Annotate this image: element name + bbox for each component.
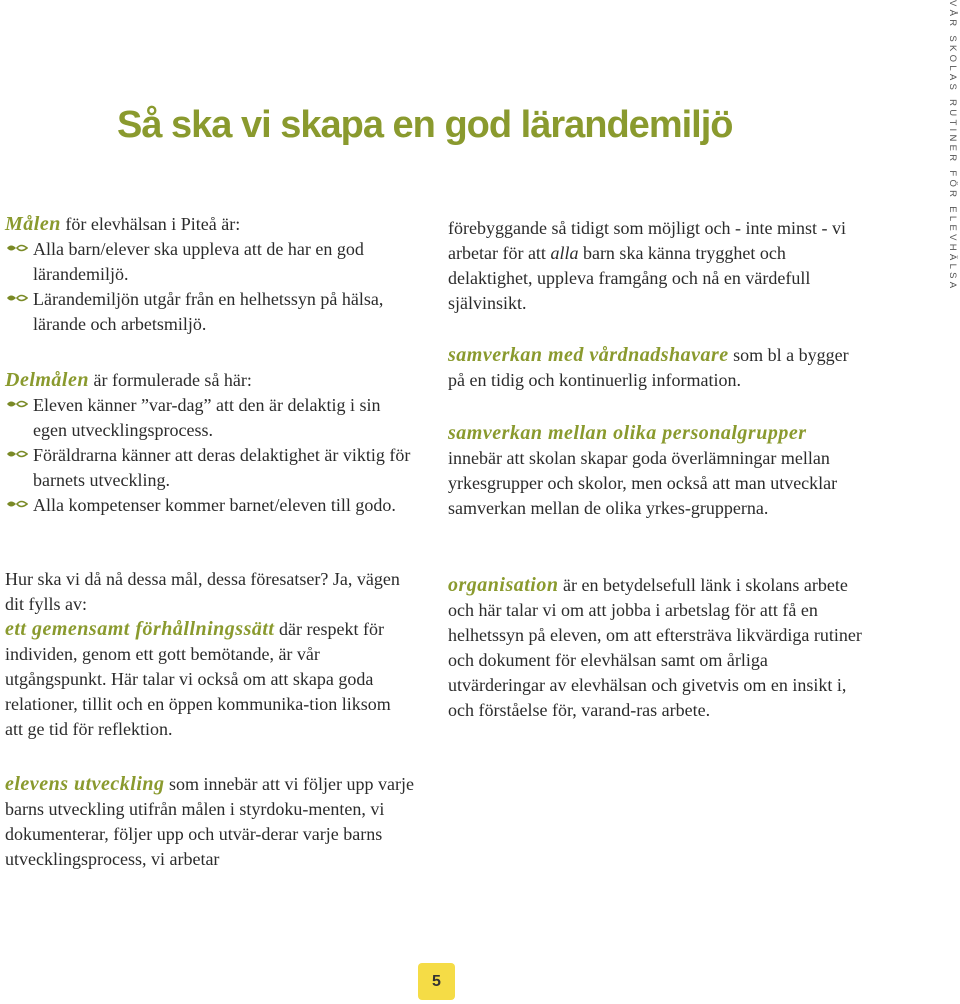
right-intro: förebyggande så tidigt som möjligt och - inte minst - vi arbetar för att alla barn ska känna trygghet och delaktighet, uppleva framgång och nå en värdefull självinsikt.	[448, 218, 846, 313]
malen-heading: Målen	[5, 213, 61, 235]
delmalen-heading: Delmålen	[5, 369, 89, 391]
forhallningssatt-heading: ett gemensamt förhållningssätt	[5, 618, 275, 640]
personalgrupper-heading: samverkan mellan olika personalgrupper	[448, 422, 807, 444]
leaf-bullet-icon	[6, 498, 28, 510]
elevens-heading: elevens utveckling	[5, 773, 165, 795]
vardnadshavare-section: samverkan med vårdnadshavare som bl a bygger på en tidig och kontinuerlig information.	[448, 344, 849, 390]
list-item: Alla kompetenser kommer barnet/eleven till godo.	[5, 493, 415, 518]
list-item: Alla barn/elever ska uppleva att de har en god lärandemiljö.	[5, 237, 415, 287]
side-running-header: VÅR SKOLAS RUTINER FÖR ELEVHÄLSA	[947, 0, 958, 292]
leaf-bullet-icon	[6, 292, 28, 304]
alla-italic: alla	[550, 243, 579, 263]
list-item: Lärandemiljön utgår från en helhetssyn på hälsa, lärande och arbetsmiljö.	[5, 287, 415, 337]
leaf-bullet-icon	[6, 398, 28, 410]
page-title: Så ska vi skapa en god lärandemiljö	[117, 104, 733, 146]
delmalen-lead: är formulerade så här:	[89, 370, 252, 390]
hur-section	[5, 567, 405, 742]
personalgrupper-section: samverkan mellan olika personalgrupper innebär att skolan skapar goda överlämningar mellan yrkesgrupper och skolor, men också att man utvecklar samverkan mellan de olika yrkes-grupperna.	[448, 422, 838, 518]
malen-section	[5, 212, 415, 337]
malen-lead: för elevhälsan i Piteå är:	[60, 214, 241, 234]
delmalen-section	[5, 368, 415, 518]
list-item: Föräldrarna känner att deras delaktighet är viktig för barnets utveckling.	[5, 443, 415, 493]
leaf-bullet-icon	[6, 448, 28, 460]
elevens-text: som innebär att vi följer upp varje barns utveckling utifrån målen i styrdoku-menten, vi dokumenterar, följer upp och utvär-derar varje barns utvecklingsprocess, vi arbetar	[5, 774, 414, 869]
forhallningssatt-text: där respekt för individen, genom ett gott bemötande, är vår utgångspunkt. Här talar vi också om att skapa goda relationer, tillit och en öppen kommunika-tion liksom att ge tid för reflektion.	[5, 619, 391, 739]
elevens-section	[5, 772, 425, 872]
organisation-heading: organisation	[448, 574, 559, 596]
vardnadshavare-heading: samverkan med vårdnadshavare	[448, 344, 729, 366]
organisation-section: organisation är en betydelsefull länk i skolans arbete och här talar vi om att jobba i arbetslag för att få en helhetssyn på eleven, om att eftersträva likvärdiga rutiner och dokument för elevhälsan samt om årliga utvärderingar av elevhälsan och givetvis om en insikt i, och förståelse för, varand-ras arbete.	[448, 574, 862, 720]
leaf-bullet-icon	[6, 242, 28, 254]
page-number-badge: 5	[418, 963, 455, 1000]
hur-intro: Hur ska vi då nå dessa mål, dessa föresatser? Ja, vägen dit fylls av:	[5, 569, 400, 614]
list-item: Eleven känner ”var-dag” att den är delaktig i sin egen utvecklingsprocess.	[5, 393, 415, 443]
